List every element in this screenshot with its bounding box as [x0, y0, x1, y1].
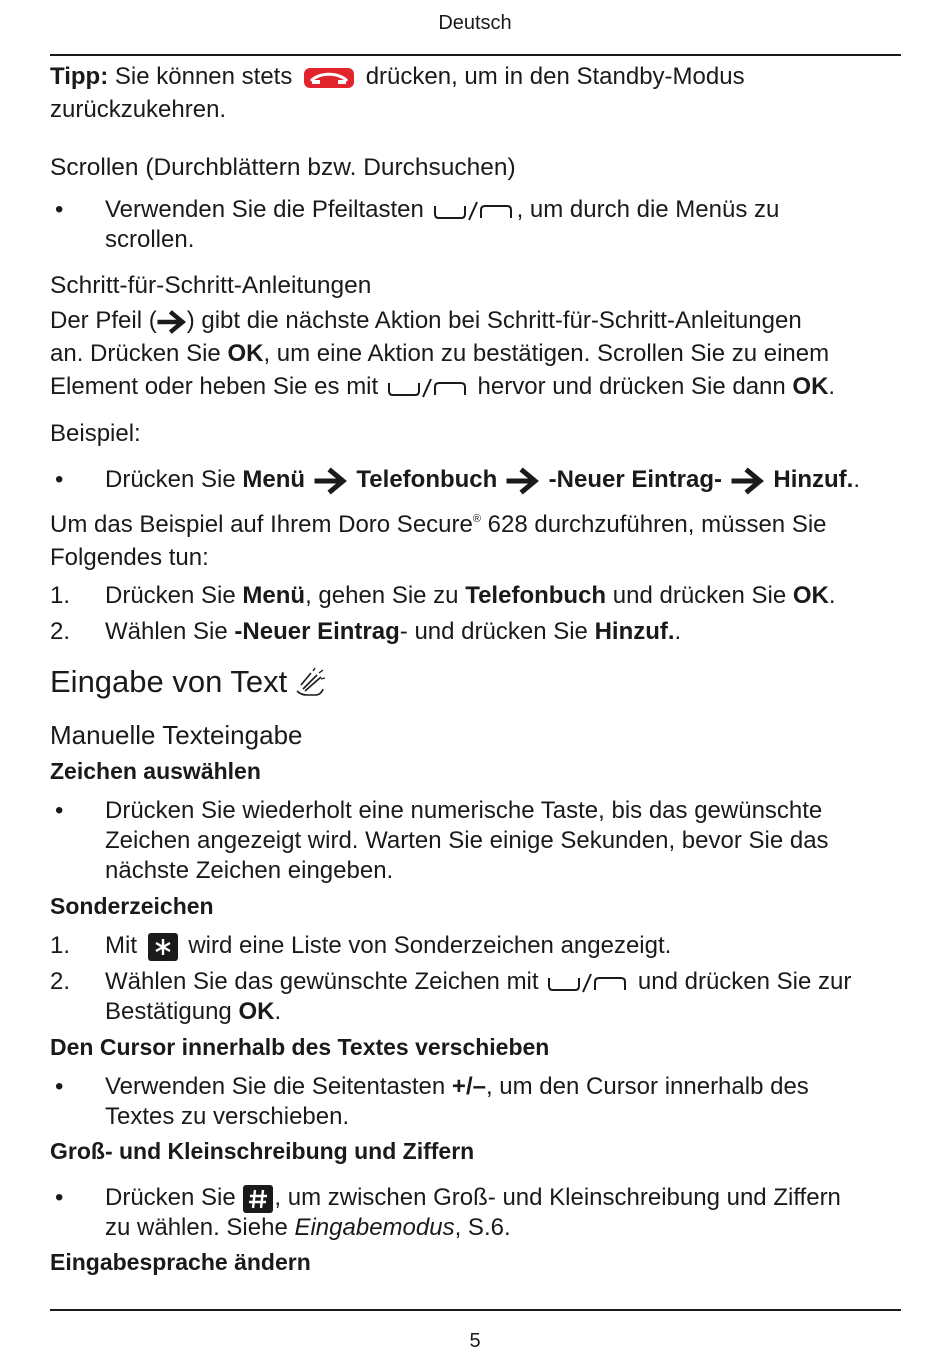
- special-2-l2-end: .: [274, 998, 282, 1025]
- special-2-l2-pre: Bestätigung: [105, 998, 232, 1025]
- select-line-3: nächste Zeichen eingeben.: [105, 857, 394, 884]
- new-entry-label: -Neuer Eintrag: [234, 618, 400, 645]
- tip-paragraph: [50, 60, 910, 126]
- star-key-icon: [148, 933, 178, 961]
- select-line-1: Drücken Sie wiederholt eine numerische Taste, bis das gewünschte: [105, 797, 823, 824]
- up-down-arrow-keys-icon: [547, 972, 629, 994]
- ok-key-label: OK: [227, 340, 264, 367]
- add-label: Hinzuf.: [773, 466, 854, 493]
- up-down-arrow-keys-icon: [433, 200, 515, 222]
- cursor-bullet-text: [105, 1072, 945, 1132]
- step-arrow-icon: [506, 467, 540, 495]
- special-2-post: und drücken Sie zur: [637, 968, 852, 995]
- text-input-heading-label: Eingabe von Text: [50, 664, 288, 699]
- example-para-post: 628 durchzuführen, müssen Sie: [480, 511, 827, 538]
- scroll-heading: Scrollen (Durchblättern bzw. Durchsuchen): [50, 154, 516, 181]
- special-1-pre: Mit: [105, 932, 137, 959]
- special-chars-heading: Sonderzeichen: [50, 893, 214, 919]
- page-number: 5: [469, 1330, 481, 1352]
- select-chars-heading: Zeichen auswählen: [50, 758, 261, 784]
- hand-writing-icon: [293, 667, 327, 701]
- scroll-bullet-line2: scrollen.: [105, 226, 195, 253]
- list-number: 1.: [50, 932, 71, 959]
- special-step-1-text: [105, 931, 905, 961]
- steps-l2-post: , um eine Aktion zu bestätigen. Scrollen Sie zu einem: [263, 340, 830, 367]
- steps-l3-end: .: [828, 373, 836, 400]
- steps-l1-pre: Der Pfeil (: [50, 307, 157, 334]
- add-end: .: [853, 466, 861, 493]
- case-l1-post: , um zwischen Groß- und Kleinschreibung und Ziffern: [274, 1184, 841, 1211]
- phonebook-label: Telefonbuch: [465, 582, 607, 609]
- tip-label: Tipp:: [50, 63, 109, 90]
- case-bullet-text: [105, 1183, 950, 1243]
- cursor-l1-pre: Verwenden Sie die Seitentasten: [105, 1073, 446, 1100]
- input-mode-reference-link[interactable]: Eingabemodus: [294, 1214, 455, 1241]
- example-step-2-text: [105, 617, 905, 647]
- step1-end: .: [828, 582, 836, 609]
- hash-key-icon: [243, 1185, 273, 1213]
- select-line-2: Zeichen angezeigt wird. Warten Sie einige Sekunden, bevor Sie das: [105, 827, 829, 854]
- steps-paragraph: [50, 304, 910, 403]
- list-number: 2.: [50, 618, 71, 645]
- example-para-line2: Folgendes tun:: [50, 544, 209, 571]
- scroll-bullet-pre: Verwenden Sie die Pfeiltasten: [105, 196, 424, 223]
- example-bullet-pre: Drücken Sie: [105, 466, 236, 493]
- manual-input-heading: Manuelle Texteingabe: [50, 720, 303, 750]
- list-number: 1.: [50, 582, 71, 609]
- tip-text-pre: Sie können stets: [114, 63, 293, 90]
- scroll-bullet-text: [105, 195, 905, 255]
- registered-mark: ®: [472, 513, 481, 525]
- text-input-heading: [50, 664, 327, 701]
- step-arrow-icon: [314, 467, 348, 495]
- input-language-heading: Eingabesprache ändern: [50, 1249, 311, 1275]
- case-l2-pre: zu wählen. Siehe: [105, 1214, 288, 1241]
- ok-key-label: OK: [792, 582, 829, 609]
- up-down-arrow-keys-icon: [387, 377, 469, 399]
- steps-heading: Schritt-für-Schritt-Anleitungen: [50, 272, 372, 299]
- case-heading: Groß- und Kleinschreibung und Ziffern: [50, 1138, 475, 1164]
- cursor-l1-post: , um den Cursor innerhalb des: [485, 1073, 809, 1100]
- red-end-call-key-icon: [303, 67, 355, 89]
- footer-rule: [50, 1309, 901, 1311]
- page-header: Deutsch: [438, 12, 512, 34]
- scroll-bullet-post: , um durch die Menüs zu: [516, 196, 780, 223]
- step2-end: .: [674, 618, 682, 645]
- steps-l2-pre: an. Drücken Sie: [50, 340, 221, 367]
- step2-a: Wählen Sie: [105, 618, 228, 645]
- tip-text-line2: zurückzukehren.: [50, 96, 227, 123]
- bullet-marker: •: [55, 1184, 64, 1211]
- tip-text-post: drücken, um in den Standby-Modus: [365, 63, 745, 90]
- bullet-marker: •: [55, 1073, 64, 1100]
- example-label: Beispiel:: [50, 420, 141, 447]
- select-chars-text: [105, 796, 945, 886]
- special-step-2-text: [105, 967, 950, 1027]
- menu-label: Menü: [242, 582, 306, 609]
- ok-key-label: OK: [238, 998, 275, 1025]
- steps-l3-mid: hervor und drücken Sie dann: [477, 373, 786, 400]
- menu-label: Menü: [242, 466, 306, 493]
- step-arrow-icon: [157, 308, 187, 336]
- bullet-marker: •: [55, 797, 64, 824]
- case-l1-pre: Drücken Sie: [105, 1184, 236, 1211]
- phonebook-label: Telefonbuch: [356, 466, 498, 493]
- steps-l1-post: ) gibt die nächste Aktion bei Schritt-für-Schritt-Anleitungen: [186, 307, 802, 334]
- add-label: Hinzuf.: [594, 618, 675, 645]
- example-paragraph: [50, 503, 910, 574]
- cursor-l2: Textes zu verschieben.: [105, 1103, 350, 1130]
- side-keys-label: +/–: [451, 1073, 486, 1100]
- case-l2-post: , S.6.: [454, 1214, 511, 1241]
- example-para-pre: Um das Beispiel auf Ihrem Doro Secure: [50, 511, 473, 538]
- cursor-heading: Den Cursor innerhalb des Textes verschieben: [50, 1034, 550, 1060]
- bullet-marker: •: [55, 466, 64, 493]
- list-number: 2.: [50, 968, 71, 995]
- ok-key-label: OK: [792, 373, 829, 400]
- header-rule: [50, 54, 901, 56]
- special-1-post: wird eine Liste von Sonderzeichen angezeigt.: [188, 932, 672, 959]
- special-2-pre: Wählen Sie das gewünschte Zeichen mit: [105, 968, 539, 995]
- example-bullet-text: [105, 465, 935, 495]
- new-entry-label: -Neuer Eintrag-: [548, 466, 723, 493]
- step1-a: Drücken Sie: [105, 582, 236, 609]
- example-step-1-text: [105, 581, 905, 611]
- step-arrow-icon: [731, 467, 765, 495]
- step2-b: - und drücken Sie: [399, 618, 588, 645]
- step1-c: und drücken Sie: [612, 582, 787, 609]
- bullet-marker: •: [55, 196, 64, 223]
- steps-l3-pre: Element oder heben Sie es mit: [50, 373, 379, 400]
- step1-b: , gehen Sie zu: [305, 582, 459, 609]
